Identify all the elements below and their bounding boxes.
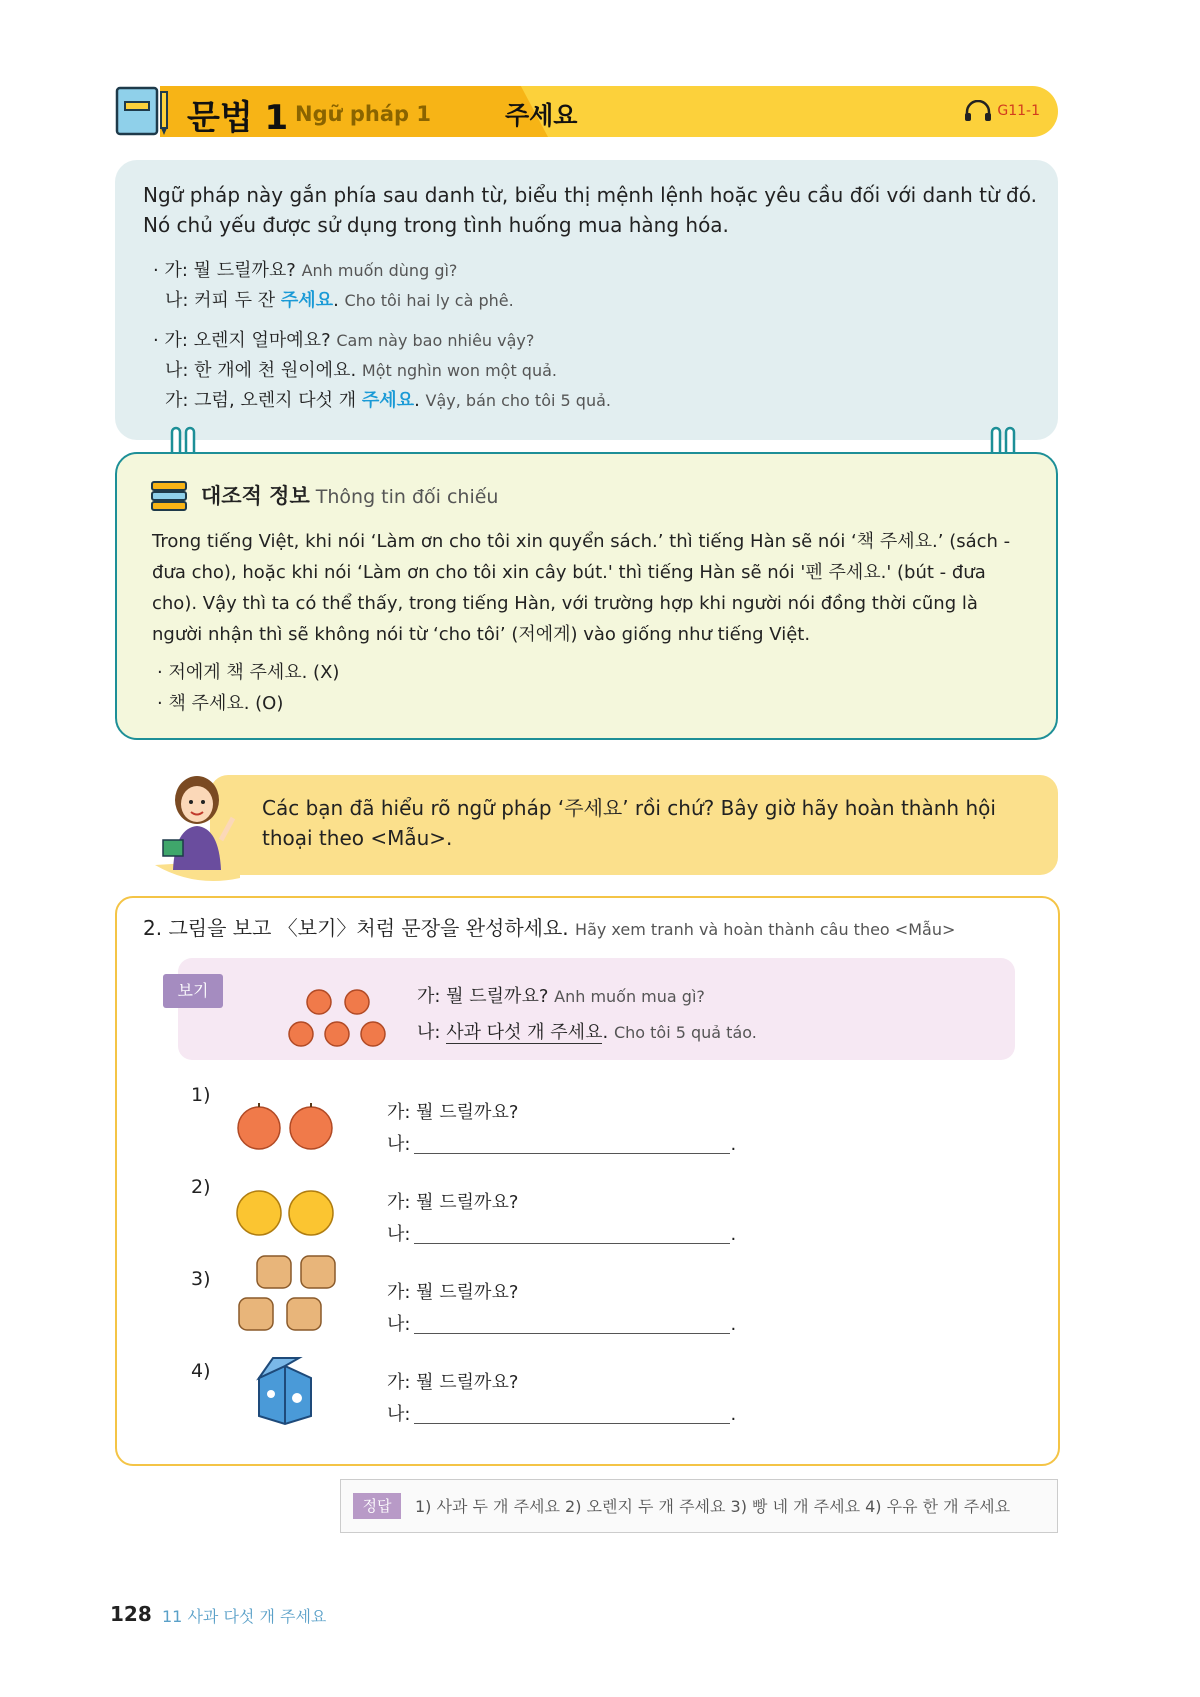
books-icon <box>150 480 190 512</box>
question-number: 2) <box>191 1176 211 1198</box>
question-number: 4) <box>191 1360 211 1382</box>
teacher-speech-bubble <box>210 775 1058 875</box>
answer-line: 나: . <box>387 1314 737 1335</box>
four-breads-picture <box>237 1254 337 1334</box>
explanation-intro: Ngữ pháp này gắn phía sau danh từ, biểu thị mệnh lệnh hoặc yêu cầu đối với danh từ đó. Nó chủ yếu được sử dụng trong tình huống mua hàng hóa. <box>143 183 1037 237</box>
question-line: 가: 뭘 드릴까요? <box>387 1282 519 1303</box>
example-2-line-3: 가: 그럼, 오렌지 다섯 개 주세요. Vậy, bán cho tôi 5 quả. <box>165 390 611 411</box>
teacher-speech-text: Các bạn đã hiểu rõ ngữ pháp ‘주세요’ rồi chứ? Bây giờ hãy hoàn thành hội thoại theo <Mẫu>. <box>262 796 996 850</box>
comparison-box <box>115 452 1058 740</box>
headphones-icon <box>963 100 993 122</box>
two-oranges-picture <box>235 1188 335 1236</box>
audio-code: G11-1 <box>997 103 1040 119</box>
answer-tag: 정답 <box>353 1493 401 1519</box>
sample-question: 가: 뭘 드릴까요? Anh muốn mua gì? <box>417 986 705 1007</box>
example-2-line-1: · 가: 오렌지 얼마예요? Cam này bao nhiêu vậy? <box>153 330 535 351</box>
answer-blank[interactable] <box>414 1135 730 1154</box>
section-header <box>115 86 1058 137</box>
sample-answer: 나: 사과 다섯 개 주세요. Cho tôi 5 quả táo. <box>417 1022 757 1043</box>
sample-tag: 보기 <box>163 974 223 1008</box>
comparison-item: · 저에게 책 주세요. (X) <box>157 662 340 683</box>
explanation-box <box>115 160 1058 440</box>
comparison-item: · 책 주세요. (O) <box>157 693 284 714</box>
comparison-title: 대조적 정보 Thông tin đối chiếu <box>201 484 499 508</box>
answer-blank[interactable] <box>414 1225 730 1244</box>
highlight-grammar: 주세요 <box>280 290 334 311</box>
question-line: 가: 뭘 드릴까요? <box>387 1372 519 1393</box>
answer-key <box>340 1479 1058 1533</box>
header-title-vi: Ngữ pháp 1 <box>295 102 431 126</box>
two-apples-picture <box>235 1102 335 1150</box>
question-line: 가: 뭘 드릴까요? <box>387 1192 519 1213</box>
answer-line: 나: . <box>387 1404 737 1425</box>
header-grammar: 주세요 <box>505 101 578 130</box>
question-number: 1) <box>191 1084 211 1106</box>
teacher-illustration <box>155 770 240 885</box>
notebook-pencil-icon <box>115 86 171 137</box>
page-number: 128 <box>110 1602 152 1626</box>
audio-track[interactable] <box>963 100 1040 122</box>
answer-line: 나: . <box>387 1224 737 1245</box>
comparison-text: Trong tiếng Việt, khi nói ‘Làm ơn cho tôi xin quyển sách.’ thì tiếng Hàn sẽ nói ‘책 주세요.’ (sách - đưa cho), hoặc khi nói ‘Làm ơn cho tôi xin cây bút.' thì tiếng Hàn sẽ nói '펜 주세요.' (bút - đưa cho). Vậy thì ta có thể thấy, trong tiếng Hàn, với trường hợp khi người nói đồng thời cũng là người nhận thì sẽ không nói từ ‘cho tôi’ (저에게) vào giống như tiếng Việt. <box>152 531 1011 645</box>
question-line: 가: 뭘 드릴까요? <box>387 1102 519 1123</box>
example-1-line-2: 나: 커피 두 잔 주세요. Cho tôi hai ly cà phê. <box>165 290 514 311</box>
answer-blank[interactable] <box>414 1315 730 1334</box>
five-apples-picture <box>287 984 387 1054</box>
header-title-ko: 문법 1 <box>187 98 289 138</box>
question-number: 3) <box>191 1268 211 1290</box>
example-1-line-1: · 가: 뭘 드릴까요? Anh muốn dùng gì? <box>153 260 458 281</box>
answer-blank[interactable] <box>414 1405 730 1424</box>
example-2-line-2: 나: 한 개에 천 원이에요. Một nghìn won một quả. <box>165 360 557 381</box>
exercise-box <box>115 896 1060 1466</box>
answer-line: 나: . <box>387 1134 737 1155</box>
highlight-grammar: 주세요 <box>361 390 415 411</box>
milk-carton-picture <box>251 1356 317 1426</box>
answer-text: 1) 사과 두 개 주세요 2) 오렌지 두 개 주세요 3) 빵 네 개 주세요 4) 우유 한 개 주세요 <box>415 1497 1011 1516</box>
exercise-title: 2. 그림을 보고 〈보기〉처럼 문장을 완성하세요. Hãy xem tranh và hoàn thành câu theo <Mẫu> <box>143 916 956 940</box>
chapter-title: 11 사과 다섯 개 주세요 <box>162 1607 327 1626</box>
